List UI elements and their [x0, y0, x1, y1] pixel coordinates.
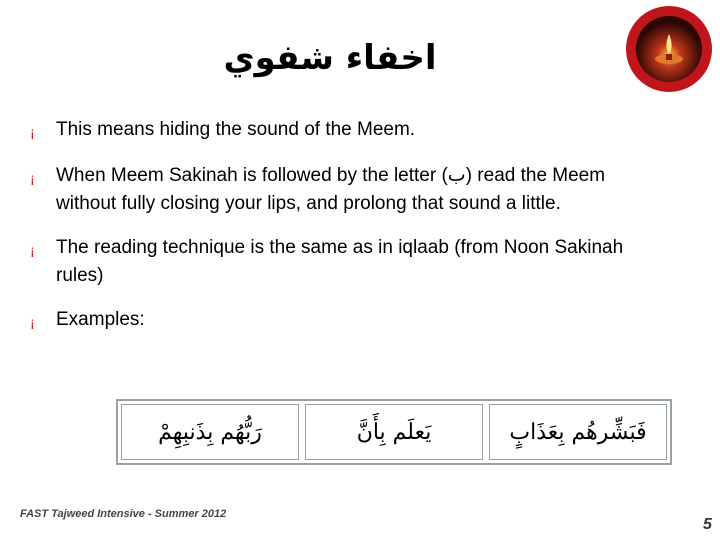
- bullet-text: When Meem Sakinah is followed by the letter (ب) read the Meem without fully closing your lips, and prolong that sound a little.: [56, 165, 606, 214]
- bullet-marker: ¡: [30, 314, 35, 330]
- example-cell: فَبَشِّرهُم بِعَذَابٍ: [489, 404, 667, 460]
- bullet-marker: ¡: [30, 124, 35, 140]
- example-cell: رَبُّهُم بِذَنبِهِمْ: [121, 404, 299, 460]
- bullet-item: [30, 162, 630, 218]
- bullet-marker: ¡: [30, 170, 35, 186]
- footer-text: FAST Tajweed Intensive - Summer 2012: [20, 508, 227, 520]
- bullet-item: [30, 116, 630, 146]
- bullet-text: This means hiding the sound of the Meem.: [56, 119, 416, 140]
- bullet-text: The reading technique is the same as in iqlaab (from Noon Sakinah rules): [56, 237, 624, 286]
- bullet-marker: ¡: [30, 242, 35, 258]
- examples-table: [116, 399, 672, 465]
- example-cell: يَعلَم بِأَنَّ: [305, 404, 483, 460]
- bullet-text: Examples:: [56, 309, 145, 330]
- bullet-list: [30, 116, 630, 352]
- bullet-item: [30, 306, 630, 336]
- slide-title: اخفاء شفوي: [223, 38, 437, 78]
- bullet-item: [30, 234, 630, 290]
- connect-with-quran-logo: [624, 4, 714, 94]
- page-number: 5: [703, 516, 712, 533]
